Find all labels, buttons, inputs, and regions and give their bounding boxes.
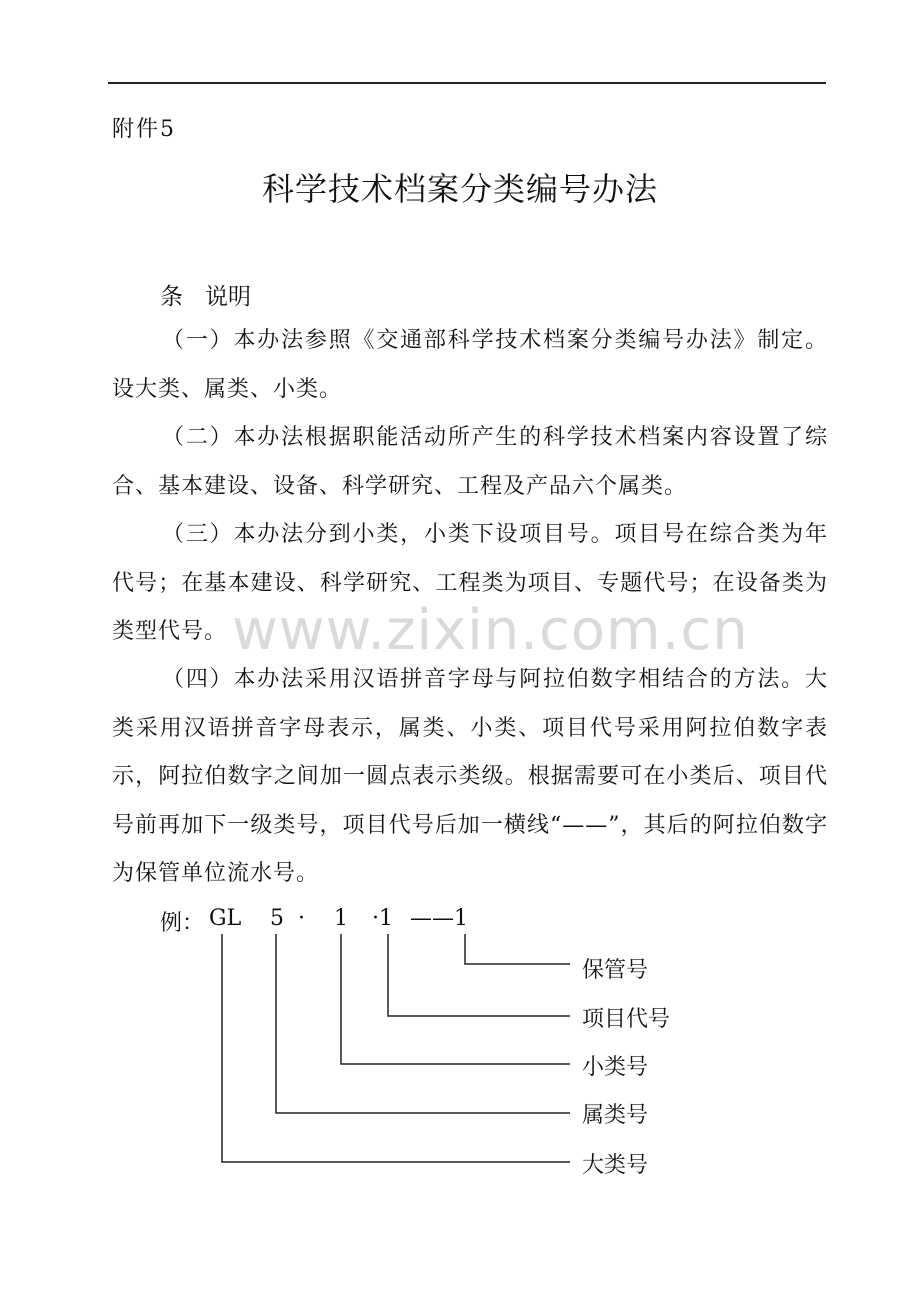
connector-project bbox=[388, 934, 570, 1016]
example-label: 例： bbox=[160, 911, 205, 936]
section-name: 说明 bbox=[205, 284, 251, 310]
watermark: www.zixin.com.cn bbox=[232, 598, 749, 663]
header-rule bbox=[108, 82, 826, 84]
legend-subcategory-number: 属类号 bbox=[582, 1103, 649, 1128]
attachment-label: 附件5 bbox=[112, 117, 176, 142]
connector-category bbox=[222, 934, 570, 1162]
paragraph-4: （四）本办法采用汉语拼音字母与阿拉伯数字相结合的方法。大类采用汉语拼音字母表示，属类、小类、项目代号采用阿拉伯数字表示，阿拉伯数字之间加一圆点表示类级。根据需要可在小类后、项目代号前再加下一级类号，项目代号后加一横线“——”，其后的阿拉伯数字为保管单位流水号。 bbox=[112, 667, 828, 886]
legend-class-number: 小类号 bbox=[582, 1055, 649, 1080]
document-title: 科学技术档案分类编号办法 bbox=[261, 170, 658, 208]
code-class: 1 bbox=[334, 906, 348, 931]
legend-storage-number: 保管号 bbox=[582, 958, 649, 983]
connector-serial bbox=[465, 934, 570, 964]
code-project: ·1 bbox=[372, 906, 393, 931]
connector-class bbox=[341, 934, 570, 1064]
legend-category-number: 大类号 bbox=[582, 1153, 649, 1178]
section-label: 条 bbox=[160, 284, 183, 310]
code-serial: ——1 bbox=[410, 906, 468, 931]
code-subcategory: 5 bbox=[270, 906, 284, 931]
connector-subcategory bbox=[276, 934, 570, 1113]
paragraph-2: （二）本办法根据职能活动所产生的科学技术档案内容设置了综合、基本建设、设备、科学研究、工程及产品六个属类。 bbox=[112, 425, 828, 499]
section-heading bbox=[160, 278, 251, 311]
legend-project-code: 项目代号 bbox=[582, 1007, 671, 1032]
code-dot: · bbox=[298, 906, 305, 931]
code-category: GL bbox=[209, 906, 242, 931]
paragraph-1: （一）本办法参照《交通部科学技术档案分类编号办法》制定。设大类、属类、小类。 bbox=[112, 328, 828, 402]
paragraph-3: （三）本办法分到小类，小类下设项目号。项目号在综合类为年代号；在基本建设、科学研究、工程类为项目、专题代号；在设备类为类型代号。 bbox=[112, 522, 828, 644]
